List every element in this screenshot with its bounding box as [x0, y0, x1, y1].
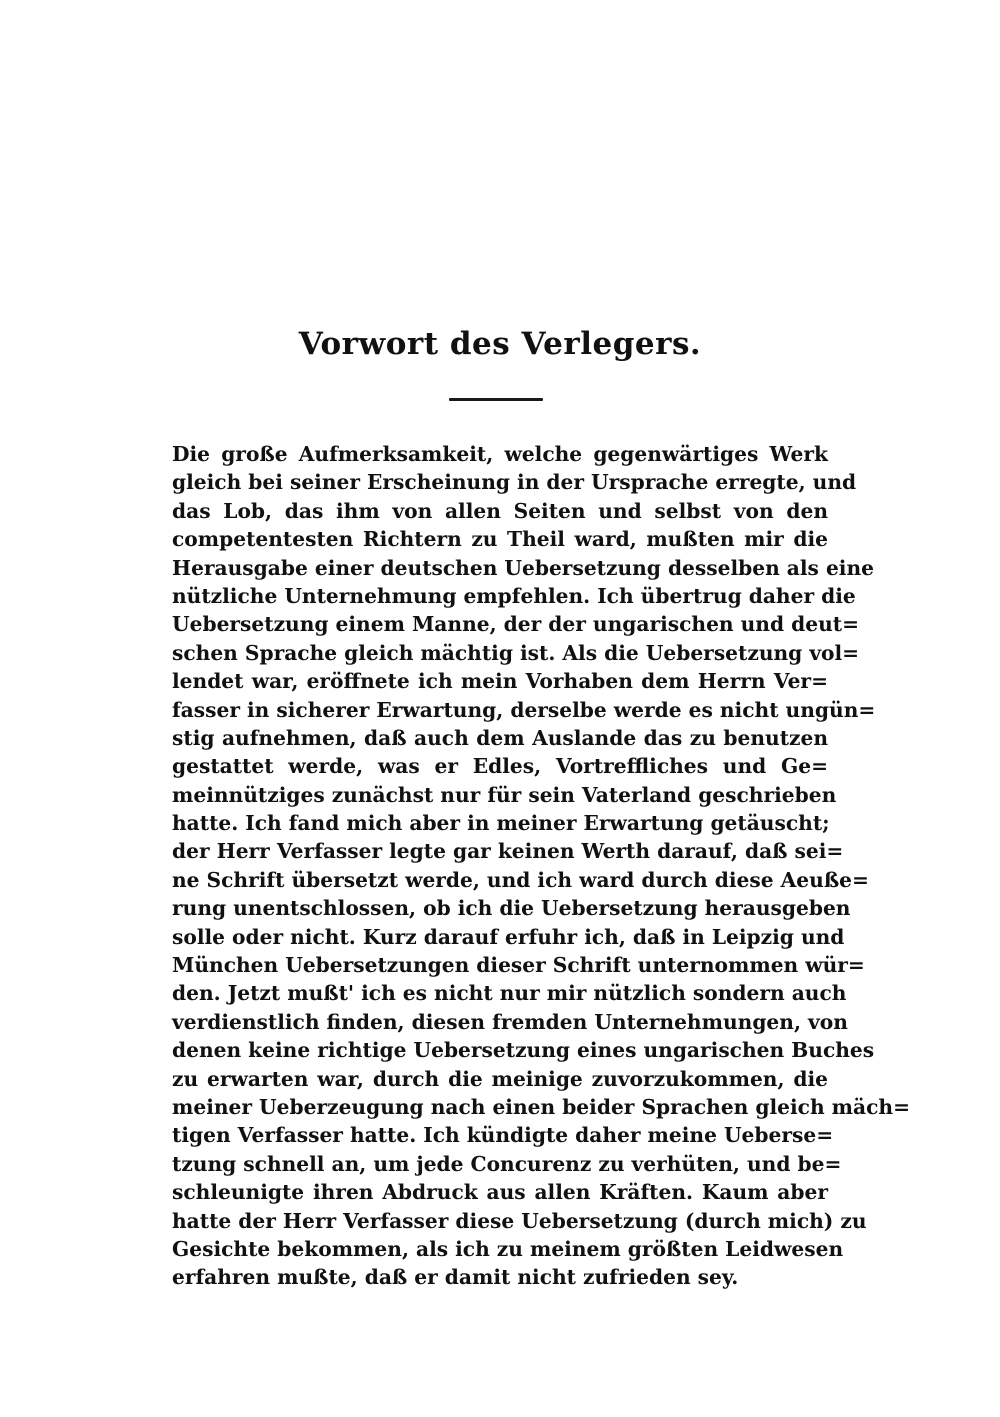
text-line: hatte. Ich fand mich aber in meiner Erwartung getäuscht; [172, 811, 830, 836]
text-line: ne Schrift übersetzt werde, und ich ward durch diese Aeuße= [172, 867, 869, 892]
text-line: rung unentschlossen, ob ich die Uebersetzung herausgeben [172, 896, 851, 921]
text-line: Herausgabe einer deutschen Uebersetzung desselben als eine [172, 555, 874, 580]
text-line: fasser in sicherer Erwartung, derselbe werde es nicht ungün= [172, 697, 876, 722]
text-line: Uebersetzung einem Manne, der der ungarischen und deut= [172, 612, 860, 637]
preface-body [172, 440, 910, 1292]
text-line: der Herr Verfasser legte gar keinen Werth darauf, daß sei= [172, 839, 844, 864]
text-line: meinnütziges zunächst nur für sein Vaterland geschrieben [172, 782, 837, 807]
text-line: lendet war, eröffnete ich mein Vorhaben dem Herrn Ver= [172, 669, 828, 694]
text-line: solle oder nicht. Kurz darauf erfuhr ich, daß in Leipzig und [172, 924, 845, 949]
text-line: erfahren mußte, daß er damit nicht zufrieden sey. [172, 1265, 739, 1290]
text-line: competentesten Richtern zu Theil ward, mußten mir die [172, 527, 828, 552]
text-line: verdienstlich finden, diesen fremden Unternehmungen, von [172, 1009, 848, 1034]
text-line: denen keine richtige Uebersetzung eines ungarischen Buches [172, 1038, 875, 1063]
text-line: Die große Aufmerksamkeit, welche gegenwärtiges Werk [172, 442, 828, 466]
text-line: meiner Ueberzeugung nach einen beider Sprachen gleich mäch= [172, 1094, 910, 1119]
text-line: schen Sprache gleich mächtig ist. Als die Uebersetzung vol= [172, 640, 860, 665]
text-line: tigen Verfasser hatte. Ich kündigte daher meine Ueberse= [172, 1123, 834, 1148]
text-line: den. Jetzt mußt' ich es nicht nur mir nützlich sondern auch [172, 981, 847, 1006]
text-line: gestattet werde, was er Edles, Vortreffliches und Ge= [172, 754, 828, 779]
text-line: München Uebersetzungen dieser Schrift unternommen wür= [172, 953, 865, 978]
text-line: gleich bei seiner Erscheinung in der Ursprache erregte, und [172, 470, 857, 495]
text-line: hatte der Herr Verfasser diese Uebersetzung (durch mich) zu [172, 1208, 867, 1233]
text-line: zu erwarten war, durch die meinige zuvorzukommen, die [172, 1066, 828, 1091]
text-line: Gesichte bekommen, als ich zu meinem größten Leidwesen [172, 1236, 844, 1261]
text-line: das Lob, das ihm von allen Seiten und selbst von den [172, 498, 828, 523]
text-line: tzung schnell an, um jede Concurenz zu verhüten, und be= [172, 1151, 842, 1176]
page-title: Vorwort des Verlegers. [298, 326, 702, 362]
text-line: stig aufnehmen, daß auch dem Auslande das zu benutzen [172, 725, 828, 750]
text-line: schleunigte ihren Abdruck aus allen Kräften. Kaum aber [172, 1180, 828, 1205]
text-line: nützliche Unternehmung empfehlen. Ich übertrug daher die [172, 583, 856, 608]
title-divider-rule [449, 398, 543, 401]
